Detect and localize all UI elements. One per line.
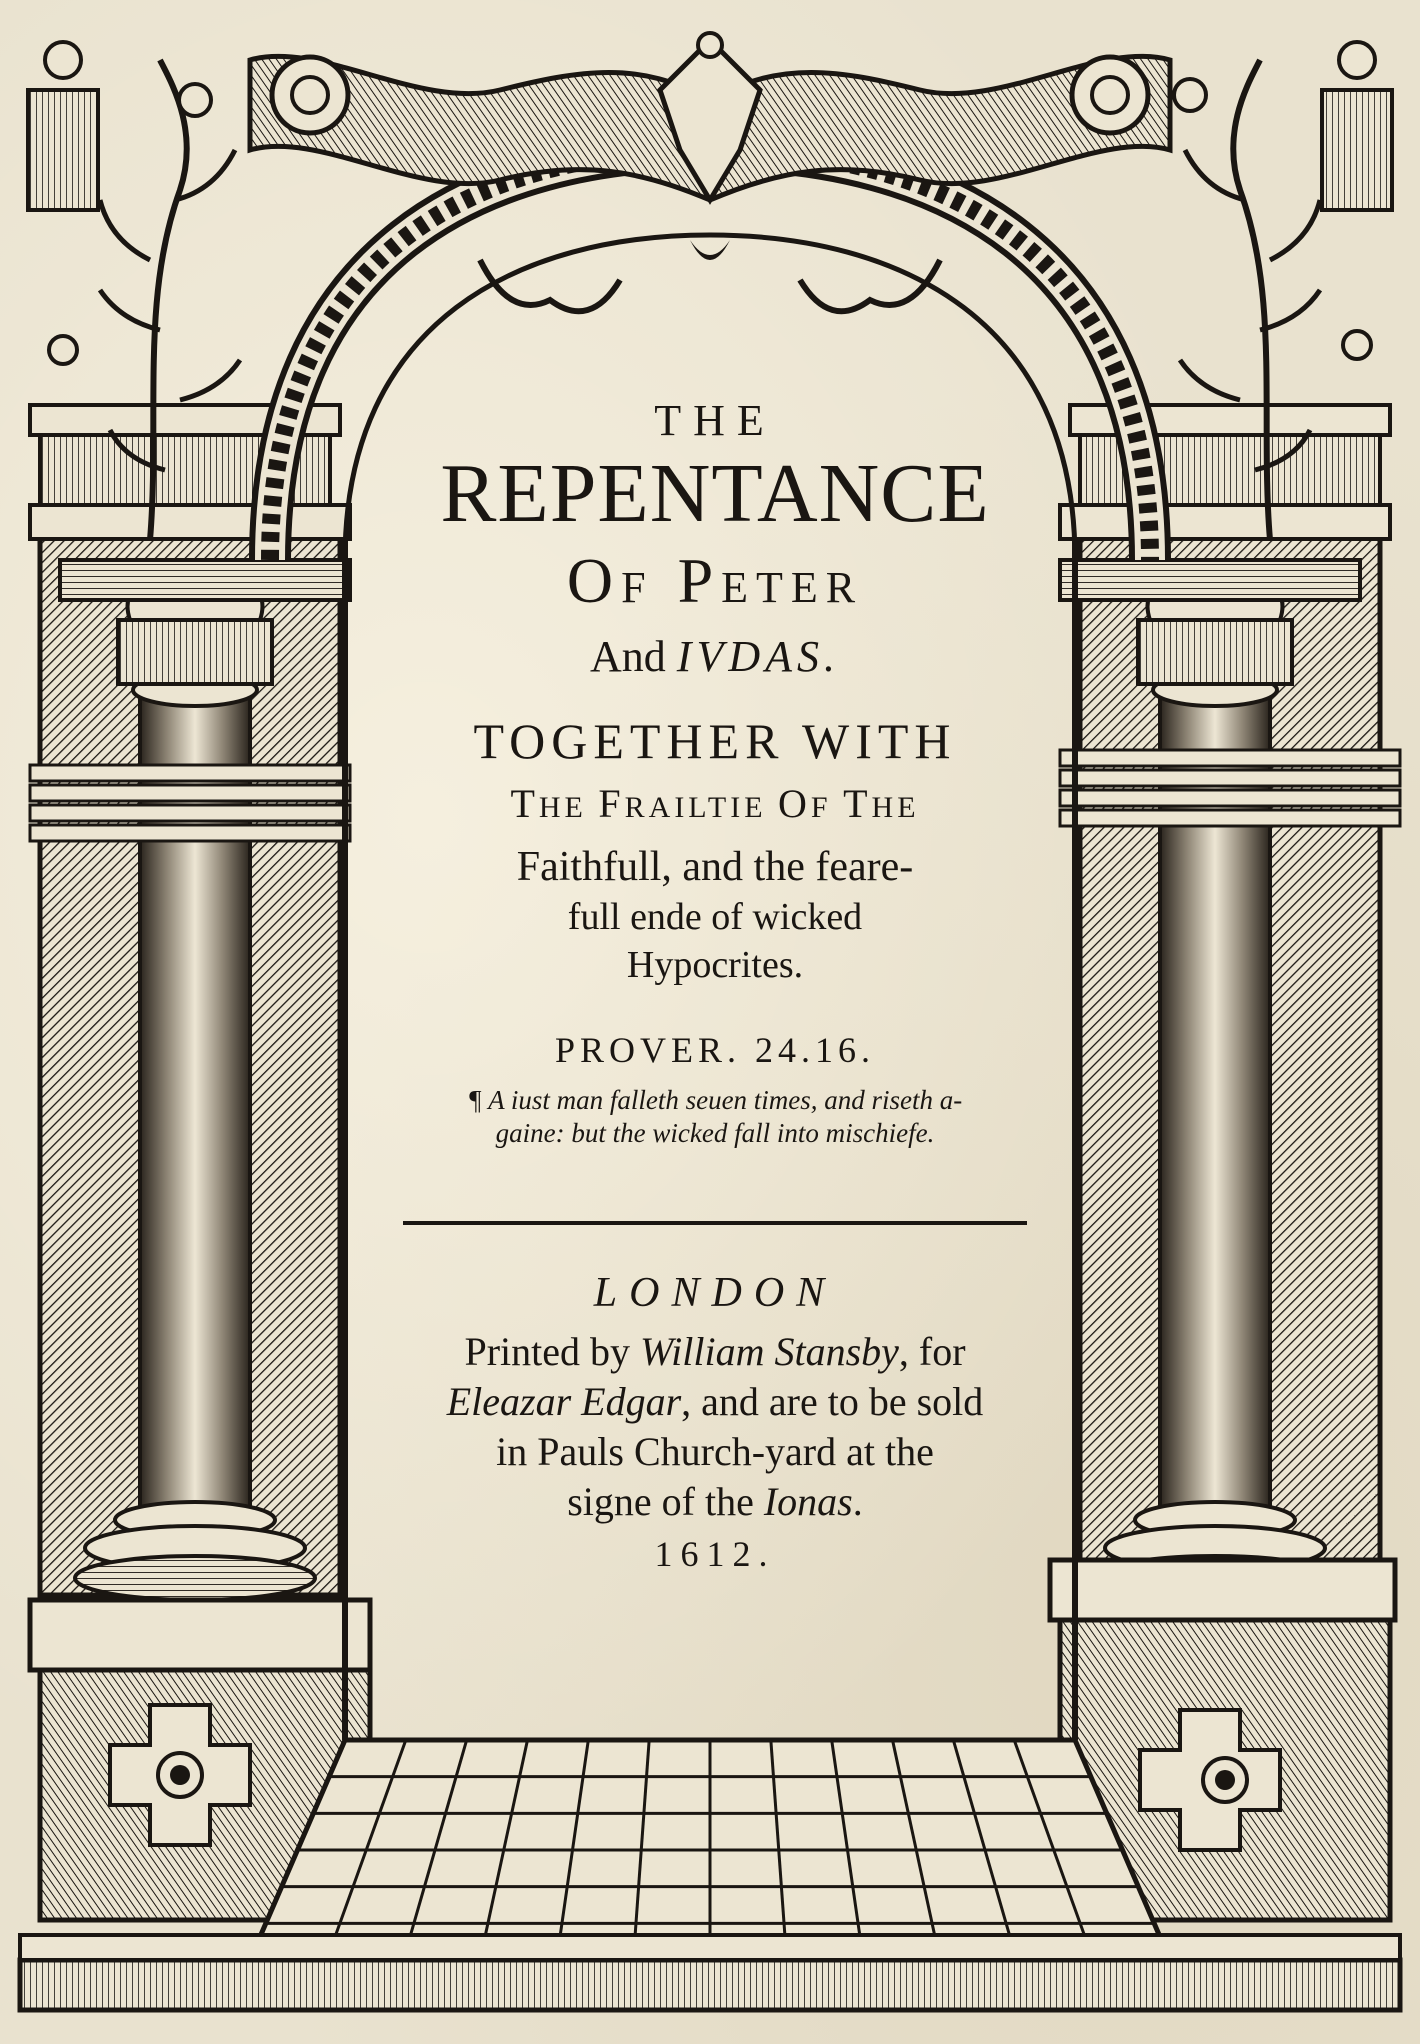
sign-suffix: .	[852, 1478, 863, 1524]
bookseller-name: Eleazar Edgar	[446, 1378, 682, 1424]
right-pier	[1050, 405, 1400, 1920]
printed-by-text: Printed by	[464, 1328, 640, 1374]
of-small: F	[621, 563, 654, 613]
imprint-printer-line	[370, 1327, 1060, 1377]
base-band	[20, 1935, 1400, 2010]
imprint-year: 1612.	[654, 1533, 776, 1574]
title-frailtie	[370, 780, 1060, 827]
sign-name: Ionas	[763, 1478, 853, 1524]
and-word: And	[590, 631, 677, 681]
scripture-verse-line-1: ¶ A iust man falleth seuen times, and riseth a-	[467, 1084, 963, 1115]
peter-big: P	[677, 545, 722, 617]
printer-name: William Stansby	[640, 1328, 899, 1374]
horizontal-rule	[403, 1221, 1027, 1225]
title-and-iudas	[370, 631, 1060, 682]
imprint-location-line: in Pauls Church-yard at the	[496, 1428, 934, 1474]
title-the: THE	[654, 396, 776, 445]
imprint-city: LONDON	[593, 1269, 837, 1316]
left-pier	[30, 405, 370, 1920]
title-together-with: TOGETHER WITH	[473, 712, 957, 769]
scripture-verse-line-2: gaine: but the wicked fall into mischiefe.	[495, 1117, 935, 1148]
frailtie-cap-3: O	[778, 780, 811, 826]
tiled-floor	[250, 1740, 1170, 1960]
frailtie-cap-2: F	[598, 780, 625, 826]
frailtie-sc-3: F	[810, 790, 844, 824]
title-text-block	[370, 395, 1060, 1575]
frailtie-sc-4: HE	[871, 790, 920, 824]
iudas-word: IVDAS.	[676, 631, 840, 681]
of-big: O	[566, 545, 622, 617]
imprint-sign-line	[370, 1477, 1060, 1527]
frailtie-sc-1: HE	[538, 790, 599, 824]
sign-prefix: signe of the	[567, 1478, 764, 1524]
frailtie-sc-2: RAILTIE	[624, 790, 779, 824]
imprint-bookseller-line	[370, 1377, 1060, 1427]
title-hypocrites: Hypocrites.	[626, 943, 804, 986]
peter-small: ETER	[721, 563, 864, 613]
for-text: , for	[898, 1328, 966, 1374]
title-full-ende: full ende of wicked	[567, 895, 863, 938]
frailtie-cap-4: T	[843, 780, 872, 826]
sold-text: , and are to be sold	[681, 1378, 984, 1424]
title-of-peter	[370, 546, 1060, 616]
title-faithfull: Faithfull, and the feare-	[516, 843, 914, 890]
scripture-reference: PROVER. 24.16.	[554, 1029, 876, 1070]
frailtie-cap-1: T	[510, 780, 539, 826]
title-repentance: REPENTANCE	[440, 447, 990, 540]
